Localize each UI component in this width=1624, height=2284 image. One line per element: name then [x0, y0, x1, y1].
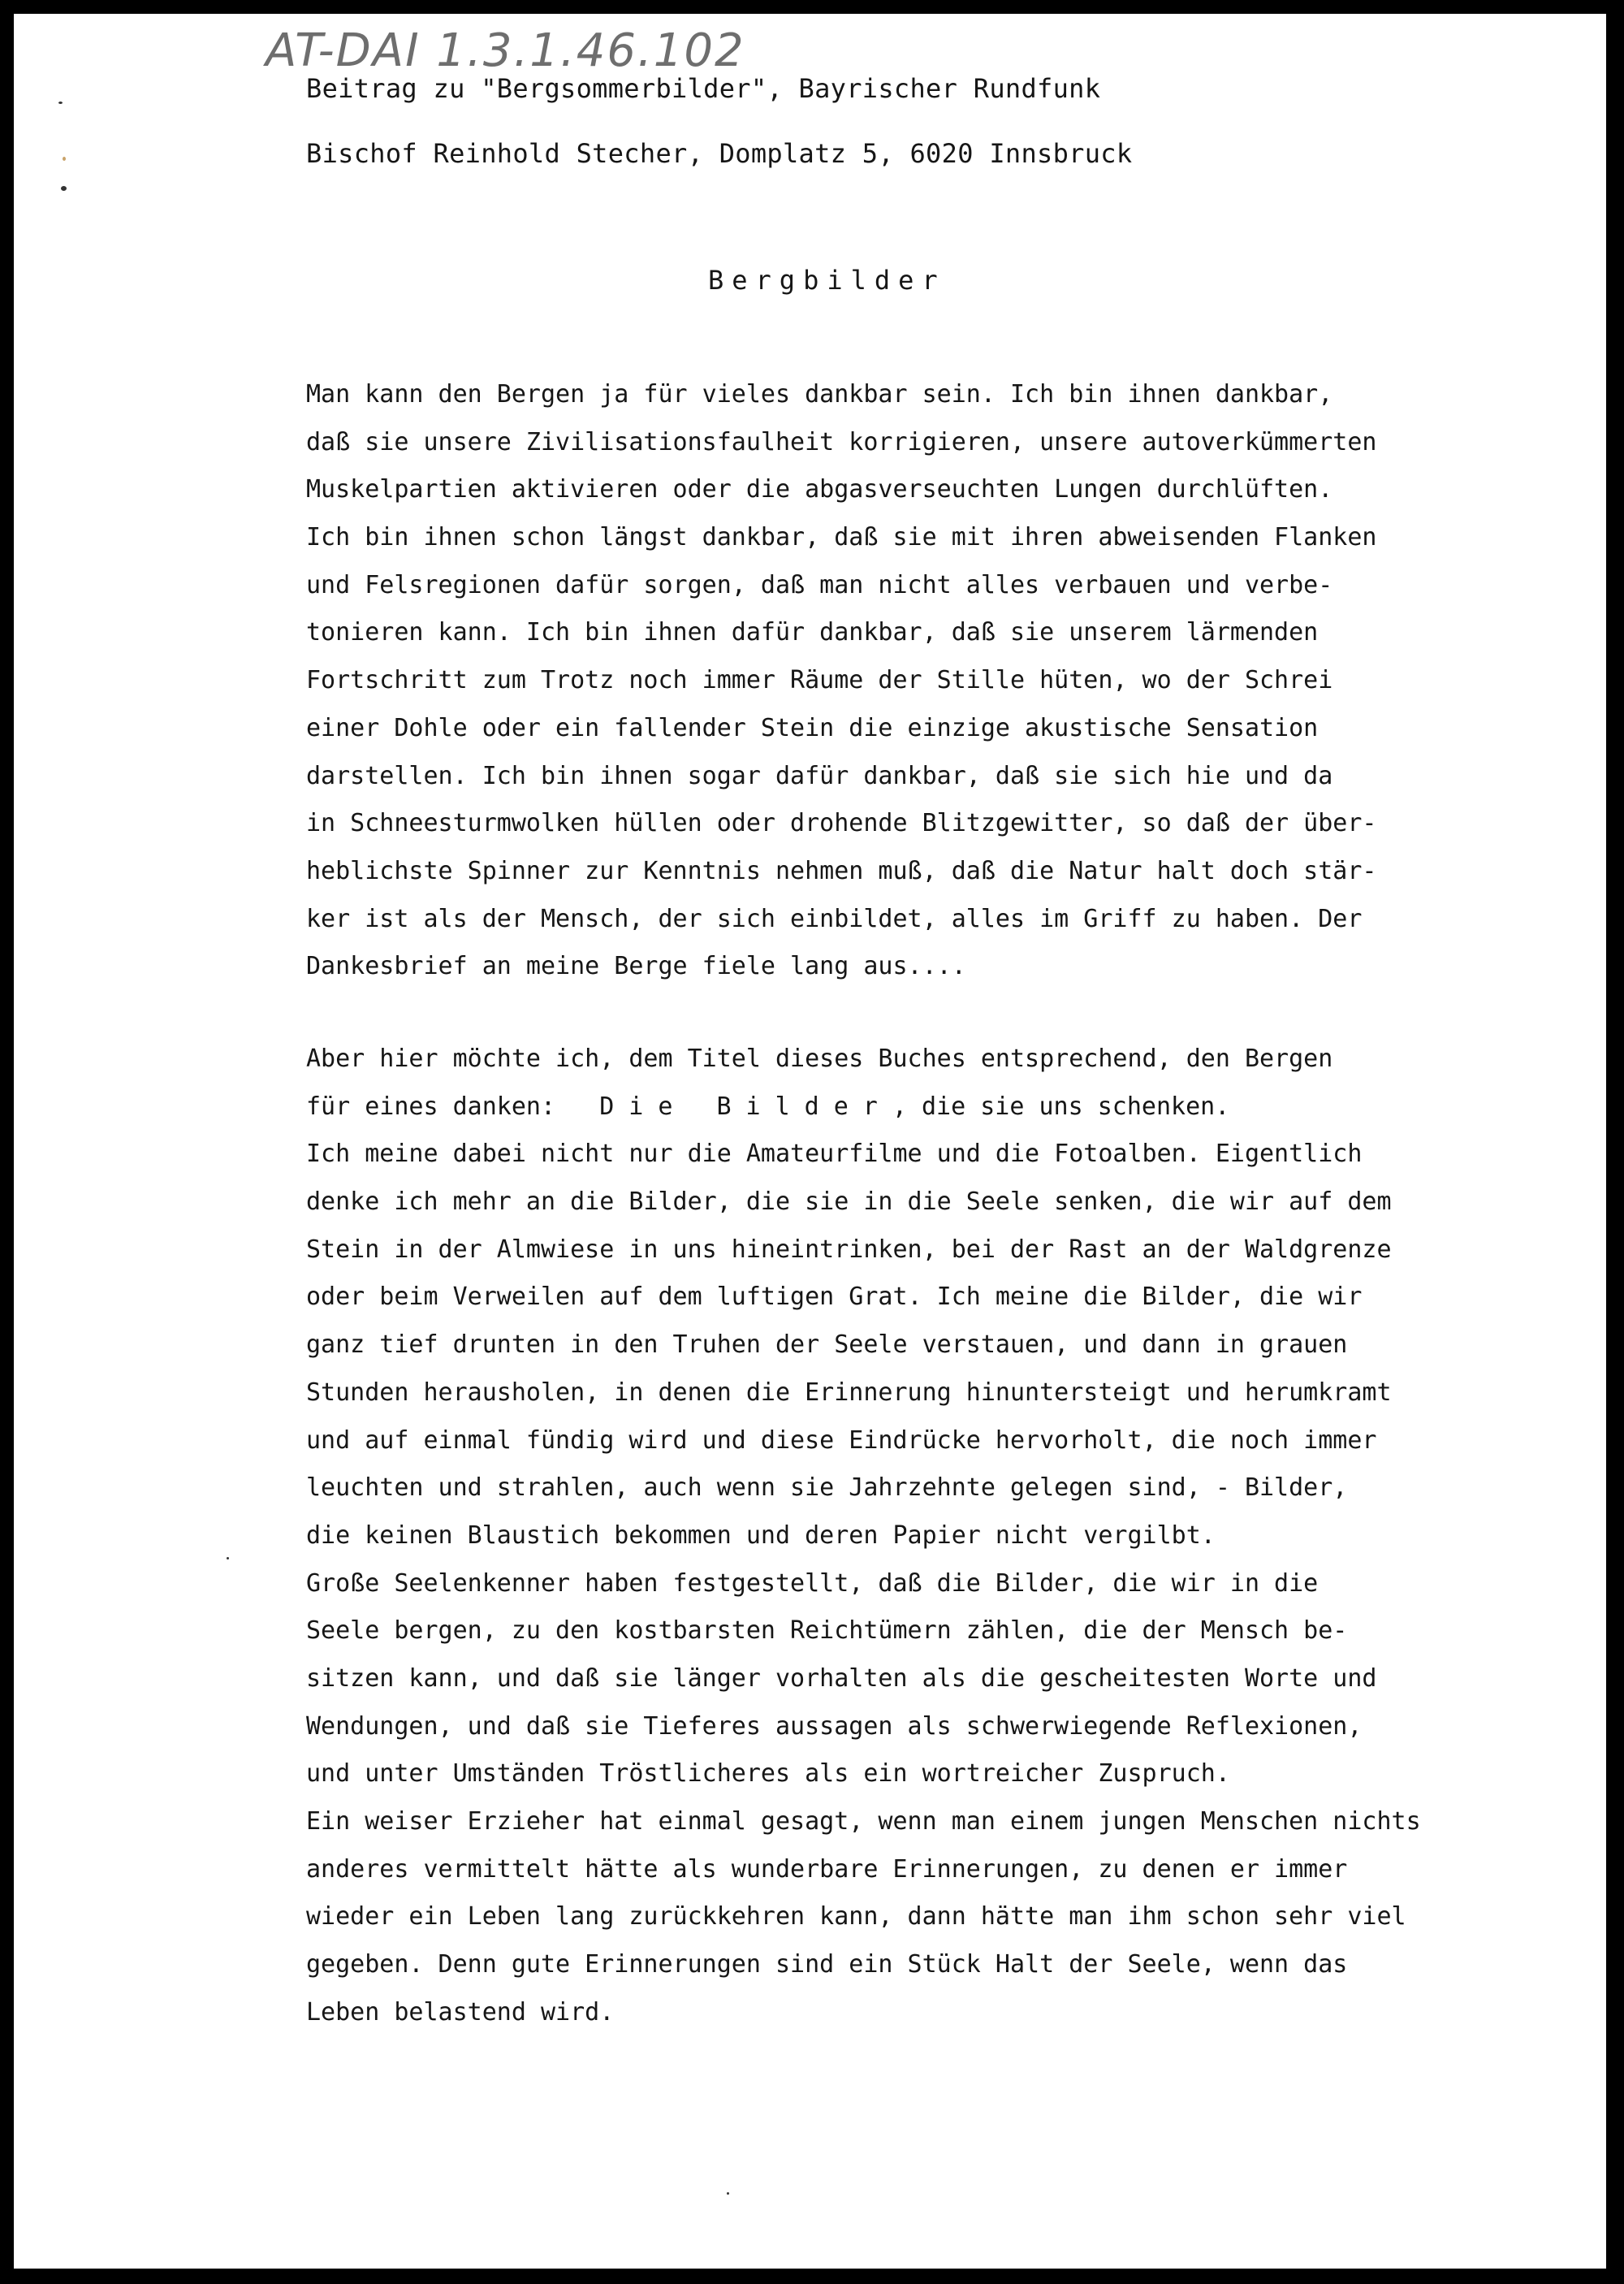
text-fragment: , die sie uns schenken.: [892, 1092, 1230, 1121]
text-line: in Schneesturmwolken hüllen oder drohende Blitzgewitter, so daß der über-: [306, 809, 1377, 838]
text-line: Muskelpartien aktivieren oder die abgasverseuchten Lungen durchlüften.: [306, 475, 1333, 504]
text-line: Seele bergen, zu den kostbarsten Reichtümern zählen, die der Mensch be-: [306, 1616, 1348, 1646]
text-line: Stunden herausholen, in denen die Erinnerung hinuntersteigt und herumkramt: [306, 1378, 1392, 1407]
text-line: denke ich mehr an die Bilder, die sie in die Seele senken, die wir auf dem: [306, 1187, 1392, 1217]
text-line: Fortschritt zum Trotz noch immer Räume der Stille hüten, wo der Schrei: [306, 666, 1333, 695]
text-line: darstellen. Ich bin ihnen sogar dafür dankbar, daß sie sich hie und da: [306, 761, 1333, 790]
text-line: gegeben. Denn gute Erinnerungen sind ein Stück Halt der Seele, wenn das: [306, 1950, 1348, 1979]
archive-reference-handwritten: AT-DAI 1.3.1.46.102: [266, 24, 745, 77]
text-line: anderes vermittelt hätte als wunderbare Erinnerungen, zu denen er immer: [306, 1854, 1348, 1884]
text-line: und Felsregionen dafür sorgen, daß man nicht alles verbauen und verbe-: [306, 570, 1333, 599]
text-line: oder beim Verweilen auf dem luftigen Grat. Ich meine die Bilder, die wir: [306, 1283, 1363, 1312]
text-line: Ich meine dabei nicht nur die Amateurfilme und die Fotoalben. Eigentlich: [306, 1140, 1363, 1169]
text-line-emphasis: [306, 1084, 1421, 1131]
text-line: Ich bin ihnen schon längst dankbar, daß sie mit ihren abweisenden Flanken: [306, 523, 1377, 552]
text-line: Leben belastend wird.: [306, 1997, 615, 2027]
text-line: und unter Umständen Tröstlicheres als ein wortreicher Zuspruch.: [306, 1759, 1230, 1789]
text-line: Große Seelenkenner haben festgestellt, daß die Bilder, die wir in die: [306, 1568, 1319, 1598]
text-line: leuchten und strahlen, auch wenn sie Jahrzehnte gelegen sind, - Bilder,: [306, 1473, 1348, 1503]
text-line: Ein weiser Erzieher hat einmal gesagt, wenn man einem jungen Menschen nichts: [306, 1807, 1421, 1836]
scan-speck: [727, 2192, 729, 2195]
text-line: daß sie unsere Zivilisationsfaulheit korrigieren, unsere autoverkümmerten: [306, 427, 1377, 456]
scan-speck: [227, 1557, 229, 1559]
text-line: ganz tief drunten in den Truhen der Seele verstauen, und dann in grauen: [306, 1330, 1348, 1360]
document-title: Bergbilder: [708, 265, 946, 296]
text-line: Stein in der Almwiese in uns hineintrinken, bei der Rast an der Waldgrenze: [306, 1235, 1392, 1264]
paragraph-1: [306, 371, 1377, 991]
text-line: Dankesbrief an meine Berge fiele lang aus....: [306, 952, 966, 981]
text-line: ker ist als der Mensch, der sich einbildet, alles im Griff zu haben. Der: [306, 904, 1363, 933]
scan-speck: [61, 186, 67, 191]
text-line: heblichste Spinner zur Kenntnis nehmen muß, daß die Natur halt doch stär-: [306, 856, 1377, 885]
text-line: wieder ein Leben lang zurückkehren kann, dann hätte man ihm schon sehr viel: [306, 1902, 1406, 1931]
text-line: die keinen Blaustich bekommen und deren Papier nicht vergilbt.: [306, 1521, 1216, 1550]
text-line: Wendungen, und daß sie Tieferes aussagen als schwerwiegende Reflexionen,: [306, 1711, 1363, 1741]
text-line: sitzen kann, und daß sie länger vorhalten als die gescheitesten Worte und: [306, 1663, 1377, 1693]
scan-speck: [58, 102, 63, 104]
text-line: Aber hier möchte ich, dem Titel dieses Buches entsprechend, den Bergen: [306, 1045, 1333, 1073]
text-line: tonieren kann. Ich bin ihnen dafür dankbar, daß sie unserem lärmenden: [306, 618, 1319, 647]
scan-speck: [63, 157, 66, 161]
paragraph-2: [306, 1036, 1421, 2036]
text-line: einer Dohle oder ein fallender Stein die einzige akustische Sensation: [306, 713, 1319, 742]
text-fragment: für eines danken:: [306, 1092, 556, 1121]
spaced-emphasis: Die Bilder: [599, 1092, 892, 1121]
header-author-address: Bischof Reinhold Stecher, Domplatz 5, 6020 Innsbruck: [306, 138, 1133, 169]
text-line: und auf einmal fündig wird und diese Eindrücke hervorholt, die noch immer: [306, 1425, 1377, 1455]
header-broadcast-line: Beitrag zu "Bergsommerbilder", Bayrischer Rundfunk: [306, 73, 1101, 104]
text-line: Man kann den Bergen ja für vieles dankbar sein. Ich bin ihnen dankbar,: [306, 380, 1333, 409]
